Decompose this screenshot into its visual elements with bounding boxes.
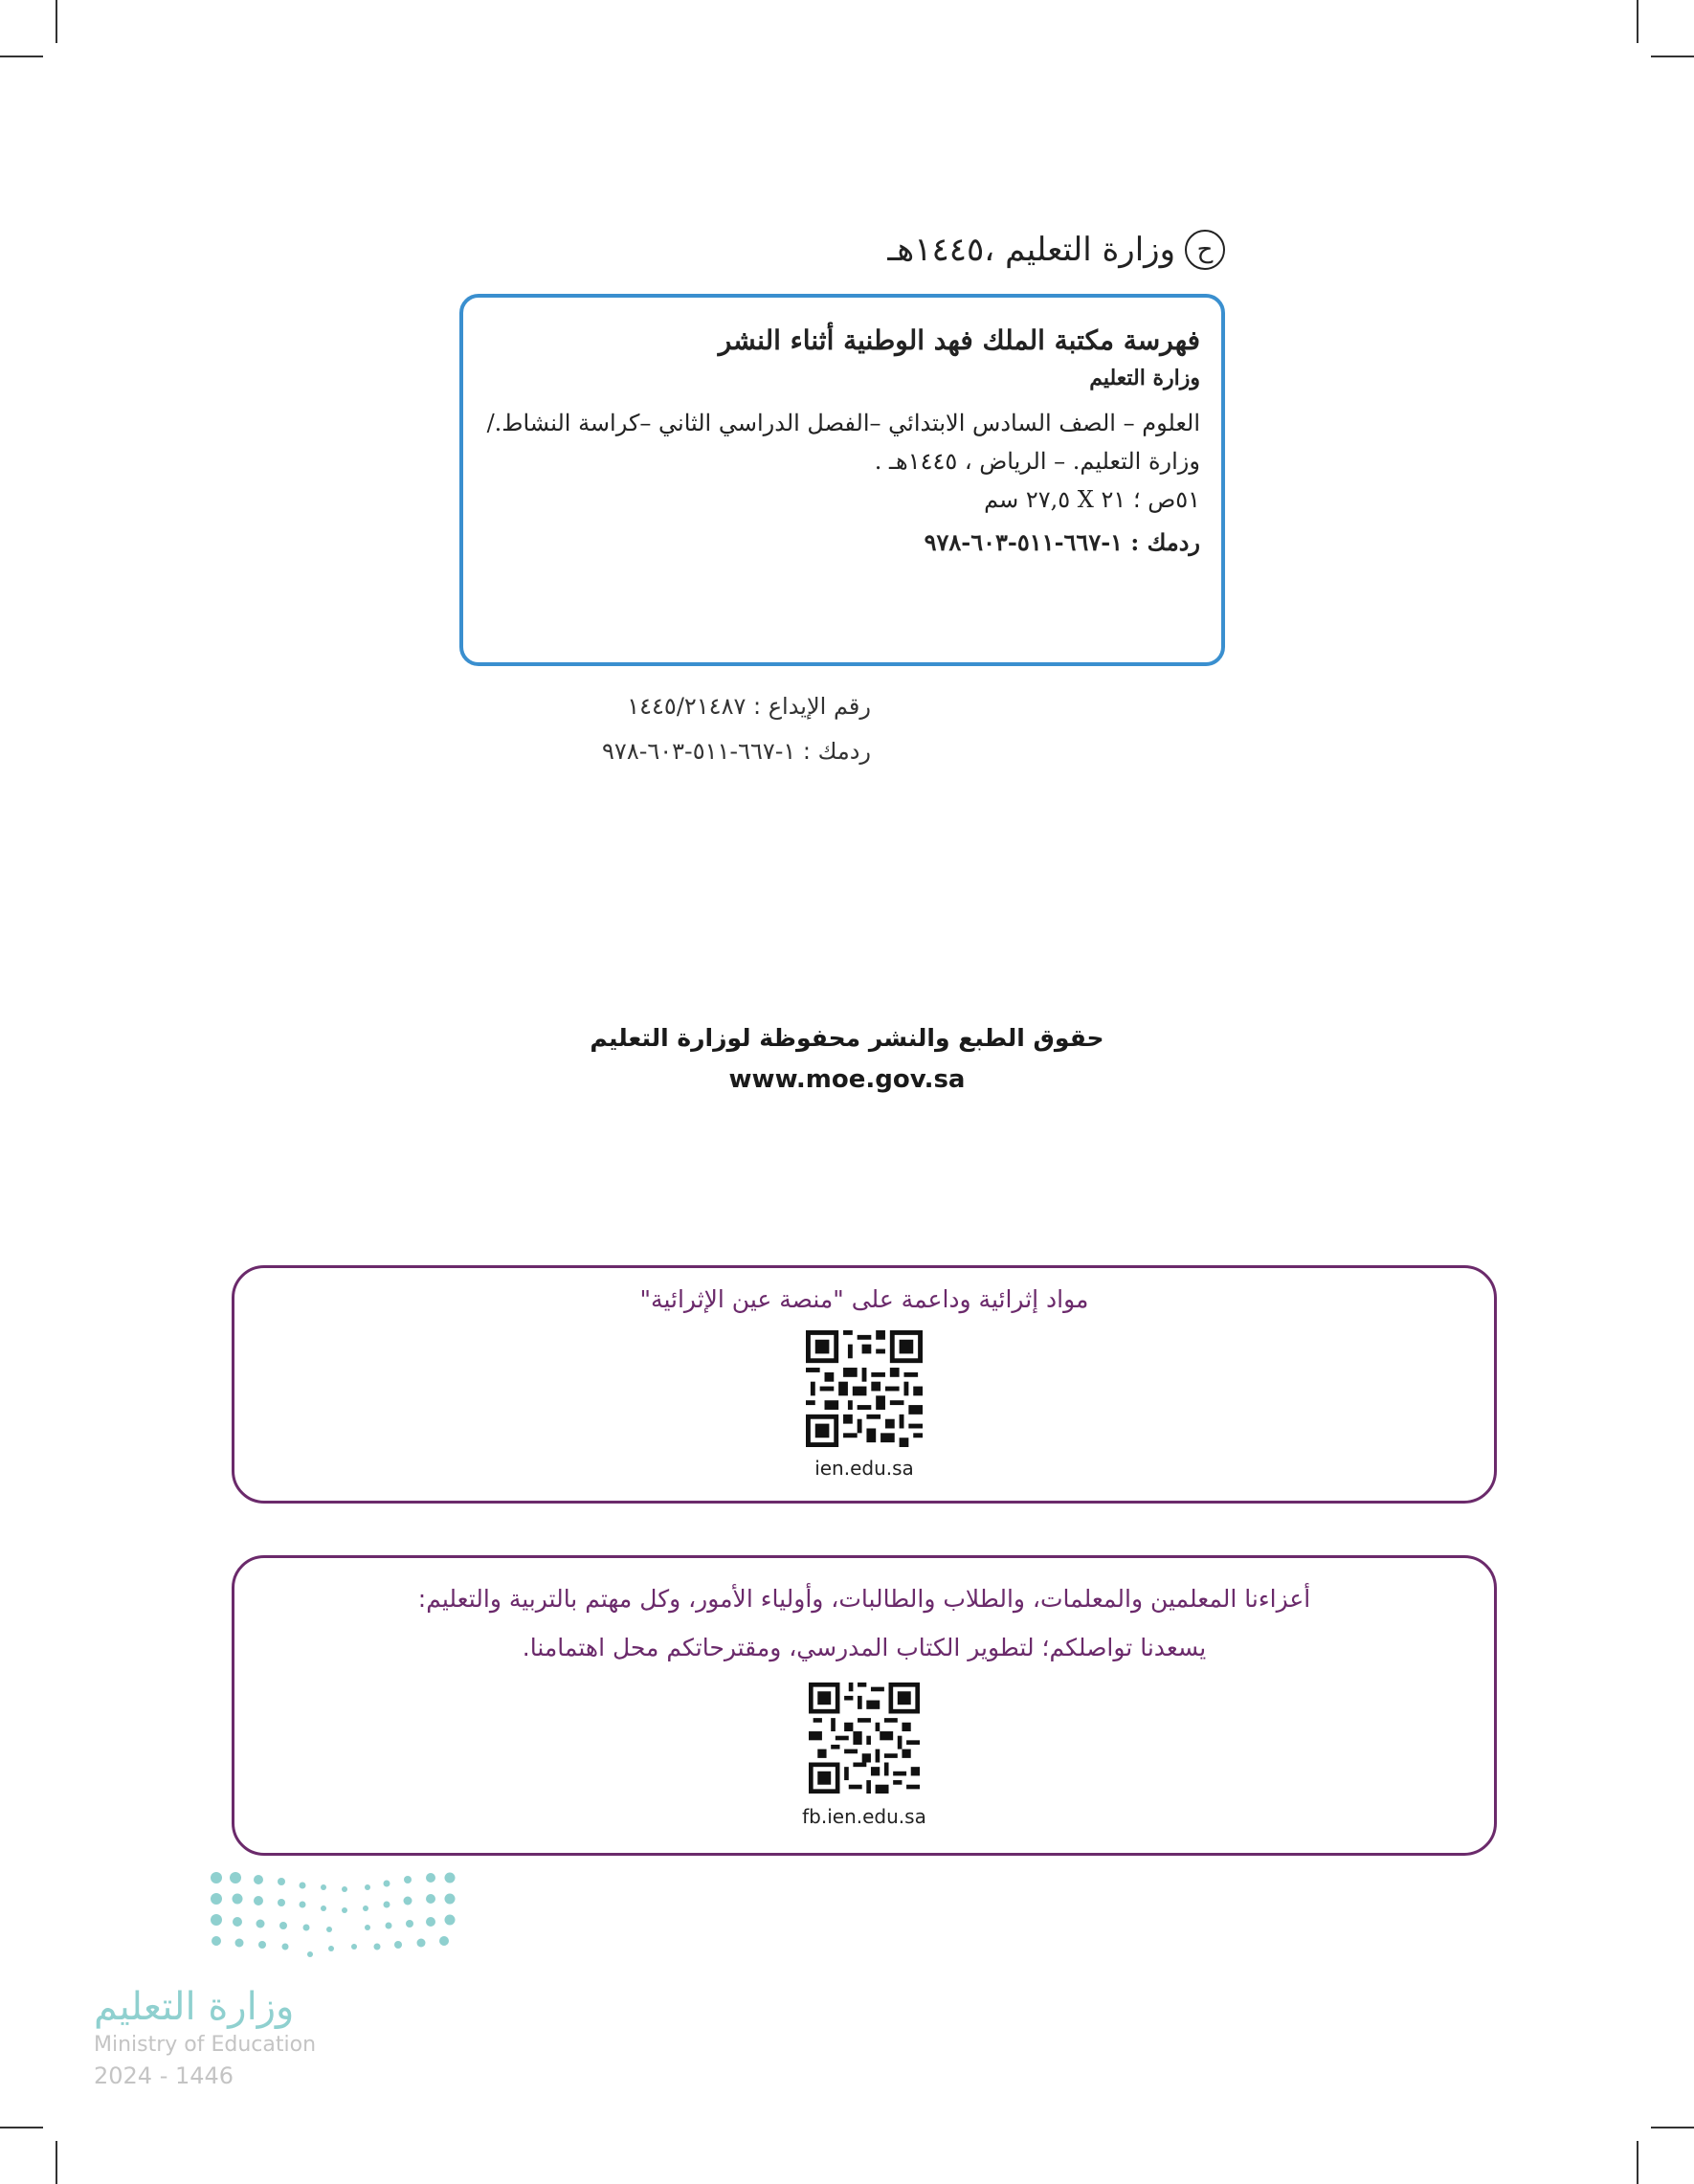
- catalog-title: فهرسة مكتبة الملك فهد الوطنية أثناء النشر: [718, 324, 1200, 356]
- rights-block: [0, 1024, 1694, 1094]
- deposit-isbn: ردمك : ١-٦٦٧-٥١١-٦٠٣-٩٧٨: [602, 738, 871, 765]
- ministry-logo: [94, 1866, 457, 2089]
- crop-mark: [1651, 2127, 1694, 2128]
- feedback-text-line2: يسعدنا تواصلكم؛ لتطوير الكتاب المدرسي، ومقترحاتكم محل اهتمامنا.: [522, 1634, 1207, 1661]
- catalog-author: وزارة التعليم: [1089, 366, 1200, 390]
- qr-code-icon[interactable]: [806, 1330, 923, 1447]
- crop-mark: [1637, 0, 1638, 43]
- deposit-block: [602, 684, 871, 774]
- logo-english-text: Ministry of Education: [94, 2033, 317, 2057]
- crop-mark: [1651, 56, 1694, 57]
- crop-mark: [56, 2141, 57, 2184]
- catalog-description-line2: وزارة التعليم. – الرياض ، ١٤٤٥هـ .: [874, 448, 1200, 475]
- crop-mark: [0, 2127, 43, 2128]
- copyright-line: [887, 230, 1225, 270]
- catalog-box: [459, 294, 1225, 666]
- crop-mark: [0, 56, 43, 57]
- feedback-text-line1: أعزاءنا المعلمين والمعلمات، والطلاب والطالبات، وأولياء الأمور، وكل مهتم بالتربية والتعليم:: [417, 1585, 1311, 1613]
- qr-code-icon[interactable]: [809, 1683, 920, 1794]
- ien-url[interactable]: ien.edu.sa: [814, 1457, 914, 1480]
- logo-year-text: 2024 - 1446: [94, 2062, 234, 2089]
- ien-platform-box: [232, 1265, 1497, 1504]
- feedback-box: [232, 1555, 1497, 1856]
- copyright-text: وزارة التعليم ،١٤٤٥هـ: [887, 231, 1175, 269]
- website-link[interactable]: www.moe.gov.sa: [728, 1065, 966, 1094]
- rights-text: حقوق الطبع والنشر محفوظة لوزارة التعليم: [590, 1024, 1104, 1052]
- crop-mark: [56, 0, 57, 43]
- deposit-number: رقم الإيداع : ١٤٤٥/٢١٤٨٧: [627, 693, 871, 720]
- catalog-isbn: ردمك : ١-٦٦٧-٥١١-٦٠٣-٩٧٨: [924, 528, 1200, 556]
- ien-platform-text: مواد إثرائية وداعمة على "منصة عين الإثرائية": [639, 1285, 1089, 1313]
- ministry-dots-icon: [94, 1866, 457, 1972]
- copyright-symbol: ح: [1185, 230, 1225, 270]
- feedback-url[interactable]: fb.ien.edu.sa: [802, 1805, 926, 1828]
- crop-mark: [1637, 2141, 1638, 2184]
- catalog-description-line1: العلوم – الصف السادس الابتدائي –الفصل الدراسي الثاني –كراسة النشاط./: [486, 410, 1200, 436]
- logo-arabic-text: وزارة التعليم: [94, 1985, 295, 2029]
- catalog-pages: ٥١ص ؛ ٢١ X ٢٧,٥ سم: [984, 486, 1200, 513]
